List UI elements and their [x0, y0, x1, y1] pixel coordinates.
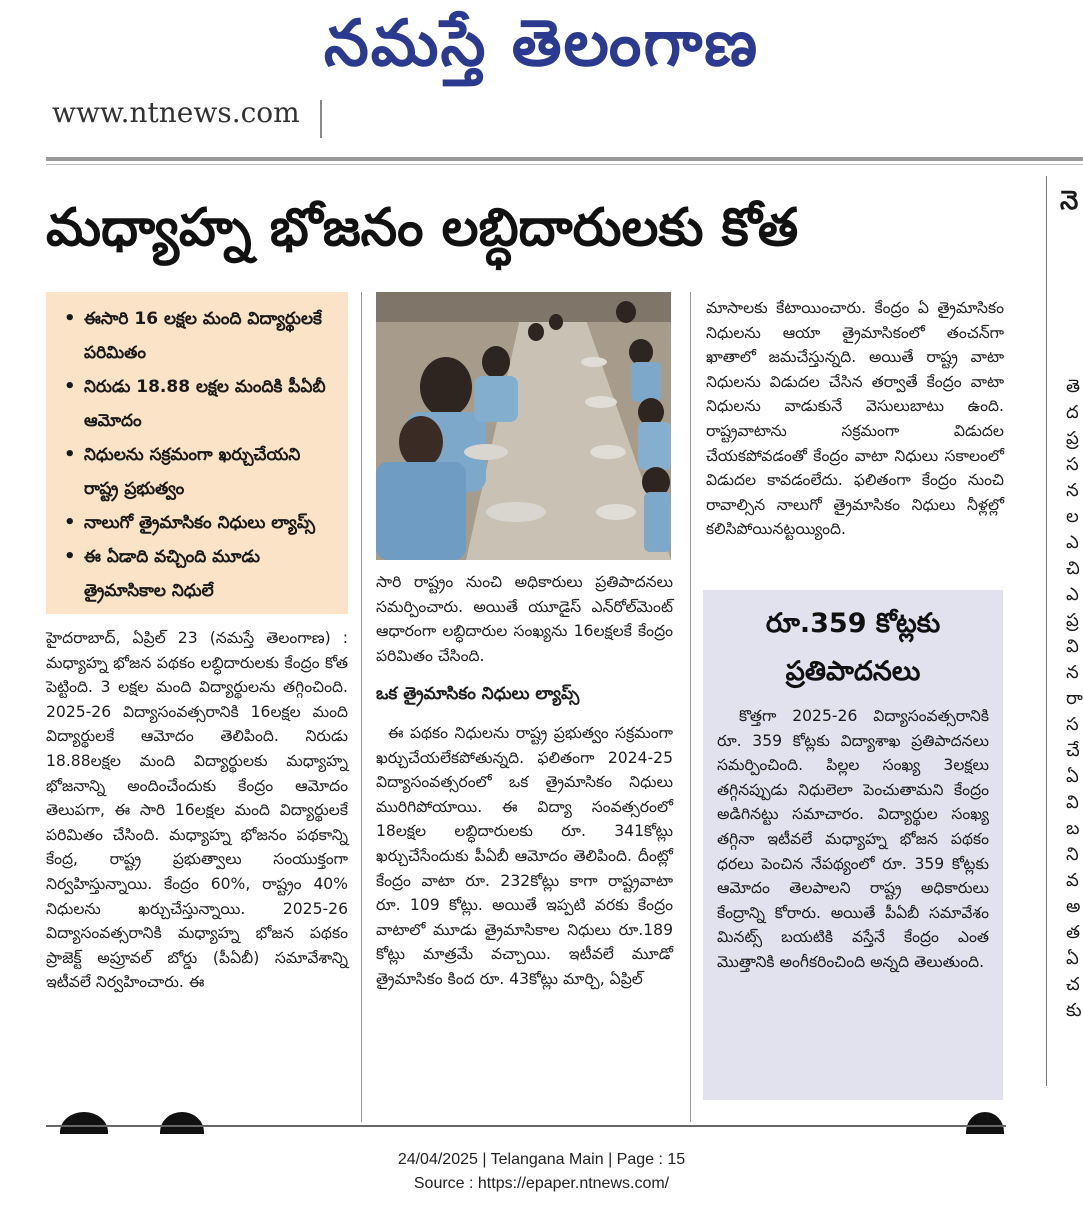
adjacent-line: కు	[1066, 1000, 1082, 1021]
adjacent-line: అ	[1066, 896, 1081, 917]
article-column-middle	[376, 570, 673, 992]
adjacent-column-divider	[1046, 176, 1047, 1086]
adjacent-line: ఏ	[1066, 766, 1079, 787]
article-paragraph: మాసాలకు కేటాయించారు. కేంద్రం ఏ త్రైమాసికం నిధులను ఆయా త్రైమాసికంలో తంచన్‌గా ఖాతాలో జమచేస్తున్నది. అయితే రాష్ట్ర వాటా నిధులను విడుదల చేసిన తర్వాతే కేంద్రం వాటా నిధులను వాడుకునే వెసులుబాటు ఉంది. రాష్ట్రవాటాను సక్రమంగా విడుదల చేయకపోవడంతో కేంద్రం వాటా నిధులు సకాలంలో విడుదల కావడంలేదు. ఫలితంగా కేంద్రం నుంచి రావాల్సిన నాలుగో త్రైమాసికం నిధులు నీళ్లల్లో కలిసిపోయినట్టయ్యింది.	[706, 299, 1004, 539]
adjacent-line: చే	[1066, 740, 1080, 761]
adjacent-line: ని	[1066, 844, 1079, 865]
article-paragraph: ఈ పథకం నిధులను రాష్ట్ర ప్రభుత్వం సక్రమంగా ఖర్చుచేయలేకపోతున్నది. ఫలితంగా 2024-25 విద్యాసంవత్సరంలో ఒక త్రైమాసికం నిధులు మురిగిపోయాయి. ఈ విద్యా సంవత్సరంలో 18లక్షల లబ్ధిదారులకు రూ. 341కోట్లు ఖర్చుచేసేందుకు పీఏబీ ఆమోదం తెలిపింది. దీంట్లో కేంద్రం వాటా రూ. 232కోట్లు కాగా రాష్ట్రవాటా రూ. 109 కోట్లు. అయితే ఇప్పటి వరకు కేంద్రం వాటాలో మూడు త్రైమాసికాల నిధులు రూ.189 కోట్లు మాత్రమే వచ్చాయి. ఇటీవలే మూడో త్రైమాసికం కింద రూ. 43కోట్లు మార్చి, ఏప్రిల్	[376, 723, 673, 988]
adjacent-line: వి	[1066, 636, 1079, 657]
highlight-item: • నాలుగో త్రైమాసికం నిధులు ల్యాప్స్	[60, 506, 338, 540]
adjacent-line: ఏ	[1066, 948, 1079, 969]
article-subheading: ఒక త్రైమాసికం నిధులు ల్యాప్స్	[376, 684, 580, 705]
adjacent-line: ఎ	[1066, 584, 1079, 605]
highlight-item: • నిరుడు 18.88 లక్షల మందికి పీఏబీ ఆమోదం	[60, 370, 338, 438]
highlight-item: • ఈసారి 16 లక్షల మంది విద్యార్థులకే పరిమితం	[60, 302, 338, 370]
article-paragraph: సారి రాష్ట్రం నుంచి అధికారులు ప్రతిపాదనలు సమర్పించారు. అయితే యూడైస్ ఎన్‌రోల్‌మెంట్ ఆధారంగా లబ్ధిదారుల సంఖ్యను 16లక్షలకే కేంద్రం పరిమితం చేసింది.	[376, 573, 673, 665]
page-footer	[0, 1148, 1083, 1196]
adjacent-line: త	[1066, 922, 1081, 943]
highlight-item: • ఈ ఏడాది వచ్చింది మూడు త్రైమాసికాల నిధులే	[60, 540, 338, 608]
header-rule-thin	[46, 164, 1083, 165]
box-title-line-2: ప్రతిపాదనలు	[785, 656, 921, 687]
students-eating-photo	[376, 292, 671, 560]
bullet-icon: •	[64, 512, 76, 533]
adjacent-column-text	[1066, 374, 1083, 1024]
adjacent-line: తె	[1066, 376, 1081, 397]
site-url: www.ntnews.com	[52, 96, 300, 129]
adjacent-line: ప్ర	[1066, 428, 1079, 449]
adjacent-line: బ	[1066, 818, 1080, 839]
adjacent-column-heading: నె	[1060, 186, 1079, 216]
highlights-box	[46, 292, 348, 614]
bullet-icon: •	[64, 546, 76, 567]
newspaper-masthead: నమస్తే తెలంగాణ	[323, 7, 760, 81]
adjacent-line: వ	[1066, 870, 1079, 891]
article-headline: మధ్యాహ్న భోజనం లబ్ధిదారులకు కోత	[46, 198, 799, 258]
footer-edition-info: 24/04/2025 | Telangana Main | Page : 15	[397, 1151, 686, 1168]
box-body-text: కొత్తగా 2025-26 విద్యాసంవత్సరానికి రూ. 359 కోట్లకు విద్యాశాఖ ప్రతిపాదనలు సమర్పించింది. పిల్లల సంఖ్య 3లక్షలు తగ్గినప్పుడు నిధులెలా పెంచుతామని కేంద్రం అడిగినట్టు సమాచారం. విద్యార్థుల సంఖ్య తగ్గినా ఇటీవలే మధ్యాహ్న భోజన పథకం ధరలు పెంచిన నేపథ్యంలో రూ. 359 కోట్లకు ఆమోదం తెలపాలని రాష్ట్ర అధికారులు కేంద్రాన్ని కోరారు. అయితే పీఏబీ సమావేశం మినట్స్ బయటికి వస్తేనే కేంద్రం ఎంత మొత్తానికి అంగీకరించింది అన్నది తెలుతుంది.	[717, 707, 989, 971]
url-divider	[320, 100, 322, 138]
article-paragraph: హైదరాబాద్, ఏప్రిల్ 23 (నమస్తే తెలంగాణ) : మధ్యాహ్న భోజన పథకం లబ్ధిదారులకు కేంద్రం కోత పెట్టింది. 3 లక్షల మంది విద్యార్థులను తగ్గించింది. 2025-26 విద్యాసంవత్సరానికి 16లక్షల మంది విద్యార్థులకే ఆమోదం తెలిపింది. నిరుడు 18.88లక్షల మంది విద్యార్థులకు మధ్యాహ్న భోజనాన్ని అందించేందుకు కేంద్రం ఆమోదం తెలుపగా, ఈ సారి 16లక్షల మంది విద్యార్థులకే పరిమితం చేసింది. మధ్యాహ్న భోజనం పథకాన్ని కేంద్ర, రాష్ట్ర ప్రభుత్వాలు సంయుక్తంగా నిర్వహిస్తున్నాయి. కేంద్రం 60%, రాష్ట్రం 40% నిధులను ఖర్చుచేస్తున్నాయి. 2025-26 విద్యాసంవత్సరానికి మధ్యాహ్న భోజన పథకం ప్రాజెక్ట్ అప్రూవల్ బోర్డు (పీఏబీ) సమావేశాన్ని ఇటీవలే నిర్వహించారు. ఈ	[46, 629, 348, 992]
adjacent-line: చ	[1066, 974, 1080, 995]
adjacent-line: రా	[1066, 688, 1083, 709]
adjacent-line: ఎ	[1066, 532, 1079, 553]
column-divider	[690, 292, 691, 1122]
sidebar-box	[703, 590, 1003, 1100]
adjacent-line: స	[1066, 714, 1079, 735]
adjacent-line: స	[1066, 454, 1079, 475]
box-title-line-1: రూ.359 కోట్లకు	[765, 608, 941, 639]
adjacent-line: వి	[1066, 792, 1079, 813]
adjacent-line: న	[1066, 662, 1079, 683]
bullet-icon: •	[64, 376, 76, 397]
adjacent-line: న	[1066, 480, 1079, 501]
header-rule	[46, 157, 1083, 161]
adjacent-line: ల	[1066, 506, 1079, 527]
highlight-item: • నిధులను సక్రమంగా ఖర్చుచేయని రాష్ట్ర ప్రభుత్వం	[60, 438, 338, 506]
article-photo	[376, 292, 671, 560]
column-divider	[361, 292, 362, 1122]
adjacent-line: ప్ర	[1066, 610, 1079, 631]
article-column-right	[706, 296, 1004, 542]
bullet-icon: •	[64, 444, 76, 465]
footer-source-link[interactable]: Source : https://epaper.ntnews.com/	[413, 1175, 670, 1192]
adjacent-line: చి	[1066, 558, 1080, 579]
next-article-cutoff	[60, 1104, 1010, 1134]
bullet-icon: •	[64, 308, 76, 329]
article-column-left	[46, 626, 348, 995]
adjacent-line: ద	[1066, 402, 1079, 423]
bottom-rule	[46, 1125, 1006, 1127]
